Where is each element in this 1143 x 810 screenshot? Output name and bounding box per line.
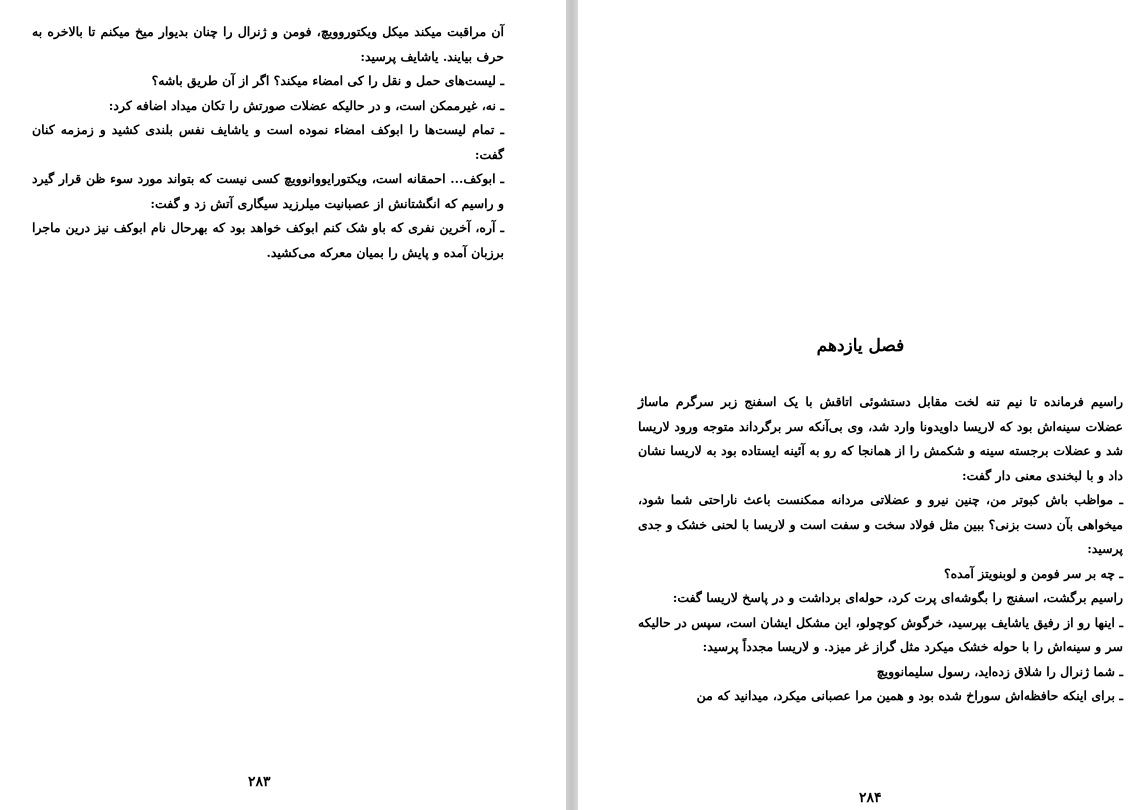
chapter-title: فصل یازدهم	[816, 336, 905, 356]
paragraph: ـ نه، غیرممکن است، و در حالیکه عضلات صورتش را تکان میداد اضافه کرد:	[108, 97, 504, 113]
paragraph: ـ مواظب باش کبوتر من، چنین نیرو و عضلاتی مردانه ممکنست باعث ناراحتی شما شود، میخواهی بآن دست بزنی؟ ببین مثل فولاد سخت و سفت است و لاریسا با لحنی خشک و جدی پرسید:	[638, 492, 1123, 556]
paragraph: ـ شما ژنرال را شلاق زده‌اید، رسول سلیمانوویچ	[876, 663, 1123, 679]
paragraph: ـ لیست‌های حمل و نقل را کی امضاء میکند؟ اگر از آن طریق باشه؟	[151, 73, 504, 88]
page-number: ۲۸۴	[859, 790, 882, 806]
paragraph: ـ برای اینکه حافظه‌اش سوراخ شده بود و همین مرا عصبانی میکرد، میدانید که من	[696, 688, 1123, 703]
left-page	[0, 0, 566, 810]
page-number: ۲۸۳	[248, 774, 271, 790]
paragraph: ـ آره، آخرین نفری که باو شک کنم ابوکف خواهد بود که بهرحال نام ابوکف نیز درین ماجرا برزبان آمده و پایش را بمیان معرکه می‌کشید.	[32, 220, 504, 260]
paragraph: ـ تمام لیست‌ها را ابوکف امضاء نموده است و یاشایف نفس بلندی کشید و زمزمه کنان گفت:	[32, 122, 504, 162]
right-page-text	[638, 390, 1123, 709]
book-gutter	[566, 0, 578, 810]
paragraph: ـ اینها رو از رفیق یاشایف بپرسید، خرگوش کوچولو، این مشکل ایشان است، سپس در حالیکه سر و سینه‌اش را با حوله خشک میکرد مثل گراز غر میزد. و لاریسا مجدداً پرسید:	[638, 614, 1123, 654]
right-page	[578, 0, 1143, 810]
paragraph: راسیم فرمانده تا نیم تنه لخت مقابل دستشوئی اتاقش با یک اسفنج زبر سرگرم ماساژ عضلات سینه‌اش بود که لاریسا داویدونا وارد شد، وی بی‌آنکه سر برگرداند متوجه ورود لاریسا شد و عضلات برجسته سینه و شکمش را از همانجا که رو به آئینه ایستاده بود به لاریسا نشان داد و با لبخندی معنی دار گفت:	[638, 394, 1123, 483]
paragraph: ـ چه بر سر فومن و لوبنویتز آمده؟	[943, 565, 1123, 581]
paragraph: ـ ابوکف... احمقانه است، ویکتورایووانوویچ کسی نیست که بتواند مورد سوء ظن قرار گیرد و راسیم که انگشتانش از عصبانیت میلرزید سیگاری آتش زد و گفت:	[32, 171, 504, 211]
paragraph: آن مراقبت میکند میکل ویکتوروویچ، فومن و ژنرال را چنان بدیوار میخ میکنم تا بالاخره به حرف بیایند. یاشایف پرسید:	[32, 24, 504, 64]
paragraph: راسیم برگشت، اسفنج را بگوشه‌ای پرت کرد، حوله‌ای برداشت و در پاسخ لاریسا گفت:	[672, 590, 1123, 605]
left-page-text	[32, 20, 504, 265]
